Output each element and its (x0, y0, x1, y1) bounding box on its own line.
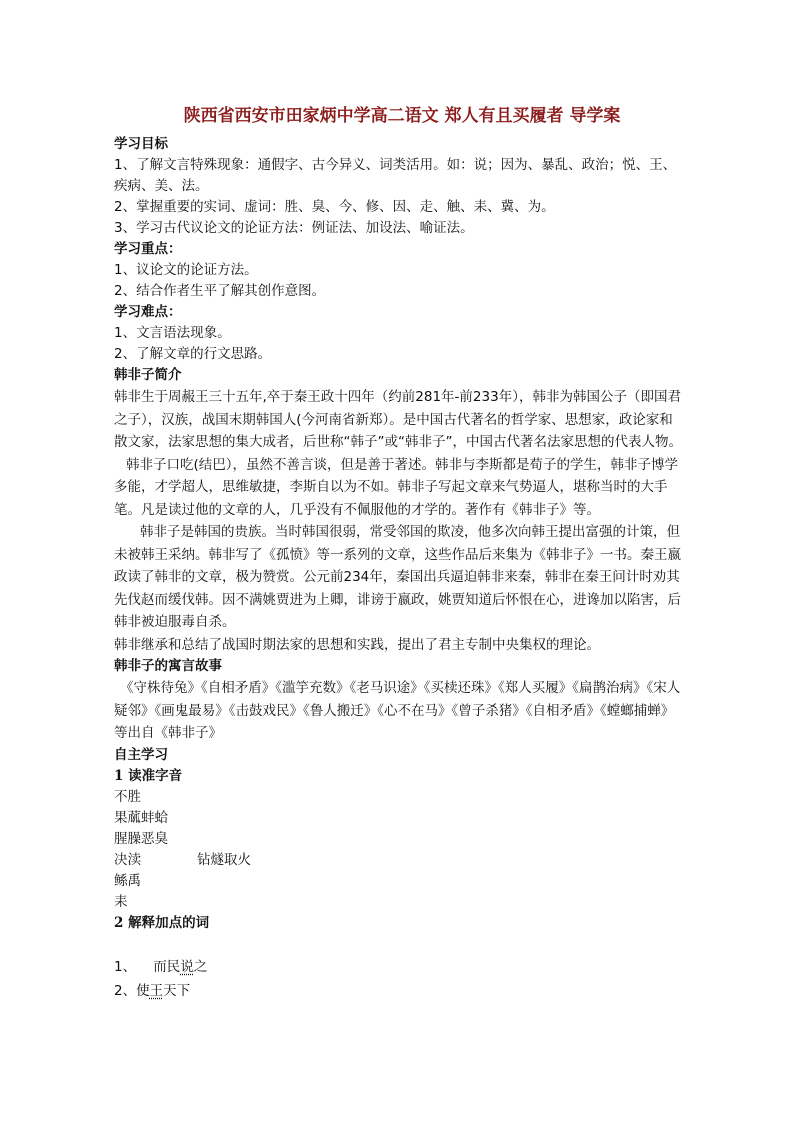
pronunciation-row (114, 871, 684, 892)
goal-item: 2、掌握重要的实词、虚词：胜、臭、今、修、因、走、触、耒、冀、为。 (114, 199, 555, 215)
key-point-item: 1、议论文的论证方法。 (114, 262, 258, 278)
document-body (114, 104, 684, 1003)
explain-item-number: 2、 (114, 982, 137, 999)
pronunciation-word: 决渎 (114, 851, 141, 868)
dotted-word: 说 (180, 958, 194, 975)
self-study-heading: 自主学习 (114, 746, 168, 763)
pronunciation-row (114, 808, 684, 829)
goals-heading: 学习目标 (114, 136, 168, 152)
explain-text: 天下 (163, 982, 191, 999)
explain-text: 而民 (153, 958, 181, 975)
key-point-item: 2、结合作者生平了解其创作意图。 (114, 283, 326, 299)
pronunciation-row (114, 892, 684, 913)
dotted-word: 王 (149, 982, 164, 999)
intro-paragraph: 韩非子口吃(结巴），虽然不善言谈，但是善于著述。韩非与李斯都是荀子的学生，韩非子博学多能，才学超人，思维敏捷，李斯自以为不如。韩非子写起文章来气势逼人，堪称当时的大手笔。凡是读过他的文章的人，几乎没有不佩服他的才学的。著作有《韩非子》等。 (114, 456, 679, 518)
explain-text: 之 (193, 958, 208, 975)
explain-item-number: 1、 (114, 958, 137, 975)
pronunciation-word: 耒 (114, 893, 128, 910)
goal-item: 3、学习古代议论文的论证方法：例证法、加设法、喻证法。 (114, 220, 474, 236)
explain-item (114, 955, 684, 979)
explain-text: 使 (136, 982, 150, 999)
pronunciation-word: 果蓏蚌蛤 (114, 809, 168, 826)
pronunciation-row (114, 829, 684, 850)
key-points-heading: 学习重点： (114, 241, 182, 257)
pronunciation-row (114, 850, 684, 871)
intro-heading: 韩非子简介 (114, 367, 182, 383)
fables-heading: 韩非子的寓言故事 (114, 658, 222, 674)
pronunciation-row (114, 787, 684, 808)
intro-paragraph: 韩非子是韩国的贵族。当时韩国很弱，常受邻国的欺凌，他多次向韩王提出富强的计策，但未被韩王采纳。韩非写了《孤愤》等一系列的文章，这些作品后来集为《韩非子》一书。秦王嬴政读了韩非的文章，极为赞赏。公元前234年，秦国出兵逼迫韩非来秦，韩非在秦王问计时劝其先伐赵而缓伐韩。因不满姚贾进为上卿，诽谤于嬴政，姚贾知道后怀恨在心，进谗加以陷害，后韩非被迫服毒自杀。 (114, 524, 681, 630)
intro-paragraph: 韩非生于周赧王三十五年,卒于秦王政十四年（约前281年-前233年），韩非为韩国公子（即国君之子），汉族，战国末期韩国人(今河南省新郑）。是中国古代著名的哲学家、思想家，政论家和散文家，法家思想的集大成者，后世称“韩子”或“韩非子”，中国古代著名法家思想的代表人物。 (114, 389, 682, 450)
pronunciation-word: 腥臊恶臭 (114, 830, 168, 847)
difficulty-item: 2、了解文章的行文思路。 (114, 346, 272, 362)
pronunciation-word: 鲧禹 (114, 872, 141, 889)
explain-item (114, 979, 684, 1003)
difficulty-item: 1、文言语法现象。 (114, 325, 231, 341)
intro-paragraph: 韩非继承和总结了战国时期法家的思想和实践，提出了君主专制中央集权的理论。 (114, 636, 600, 653)
goal-item: 1、了解文言特殊现象：通假字、古今异义、词类活用。如：说；因为、暴乱、政治；悦、王、疾病、美、法。 (114, 157, 677, 194)
explain-heading: 2 解释加点的词 (114, 914, 210, 931)
pronunciation-heading: 1 读准字音 (114, 767, 183, 784)
pronunciation-word: 钻燧取火 (197, 851, 251, 868)
pronunciation-word: 不胜 (114, 788, 141, 805)
document-title: 陕西省西安市田家炳中学高二语文 郑人有且买履者 导学案 (183, 106, 621, 126)
difficulties-heading: 学习难点： (114, 304, 182, 320)
fables-list: 《守株待兔》《自相矛盾》《滥竽充数》《老马识途》《买椟还珠》《郑人买履》《扁鹊治病》《宋人疑邻》《画鬼最易》《击鼓戏民》《鲁人搬迁》《心不在马》《曾子杀猪》《自相矛盾》《螳螂捕蝉》等出自《韩非子》 (114, 680, 681, 741)
